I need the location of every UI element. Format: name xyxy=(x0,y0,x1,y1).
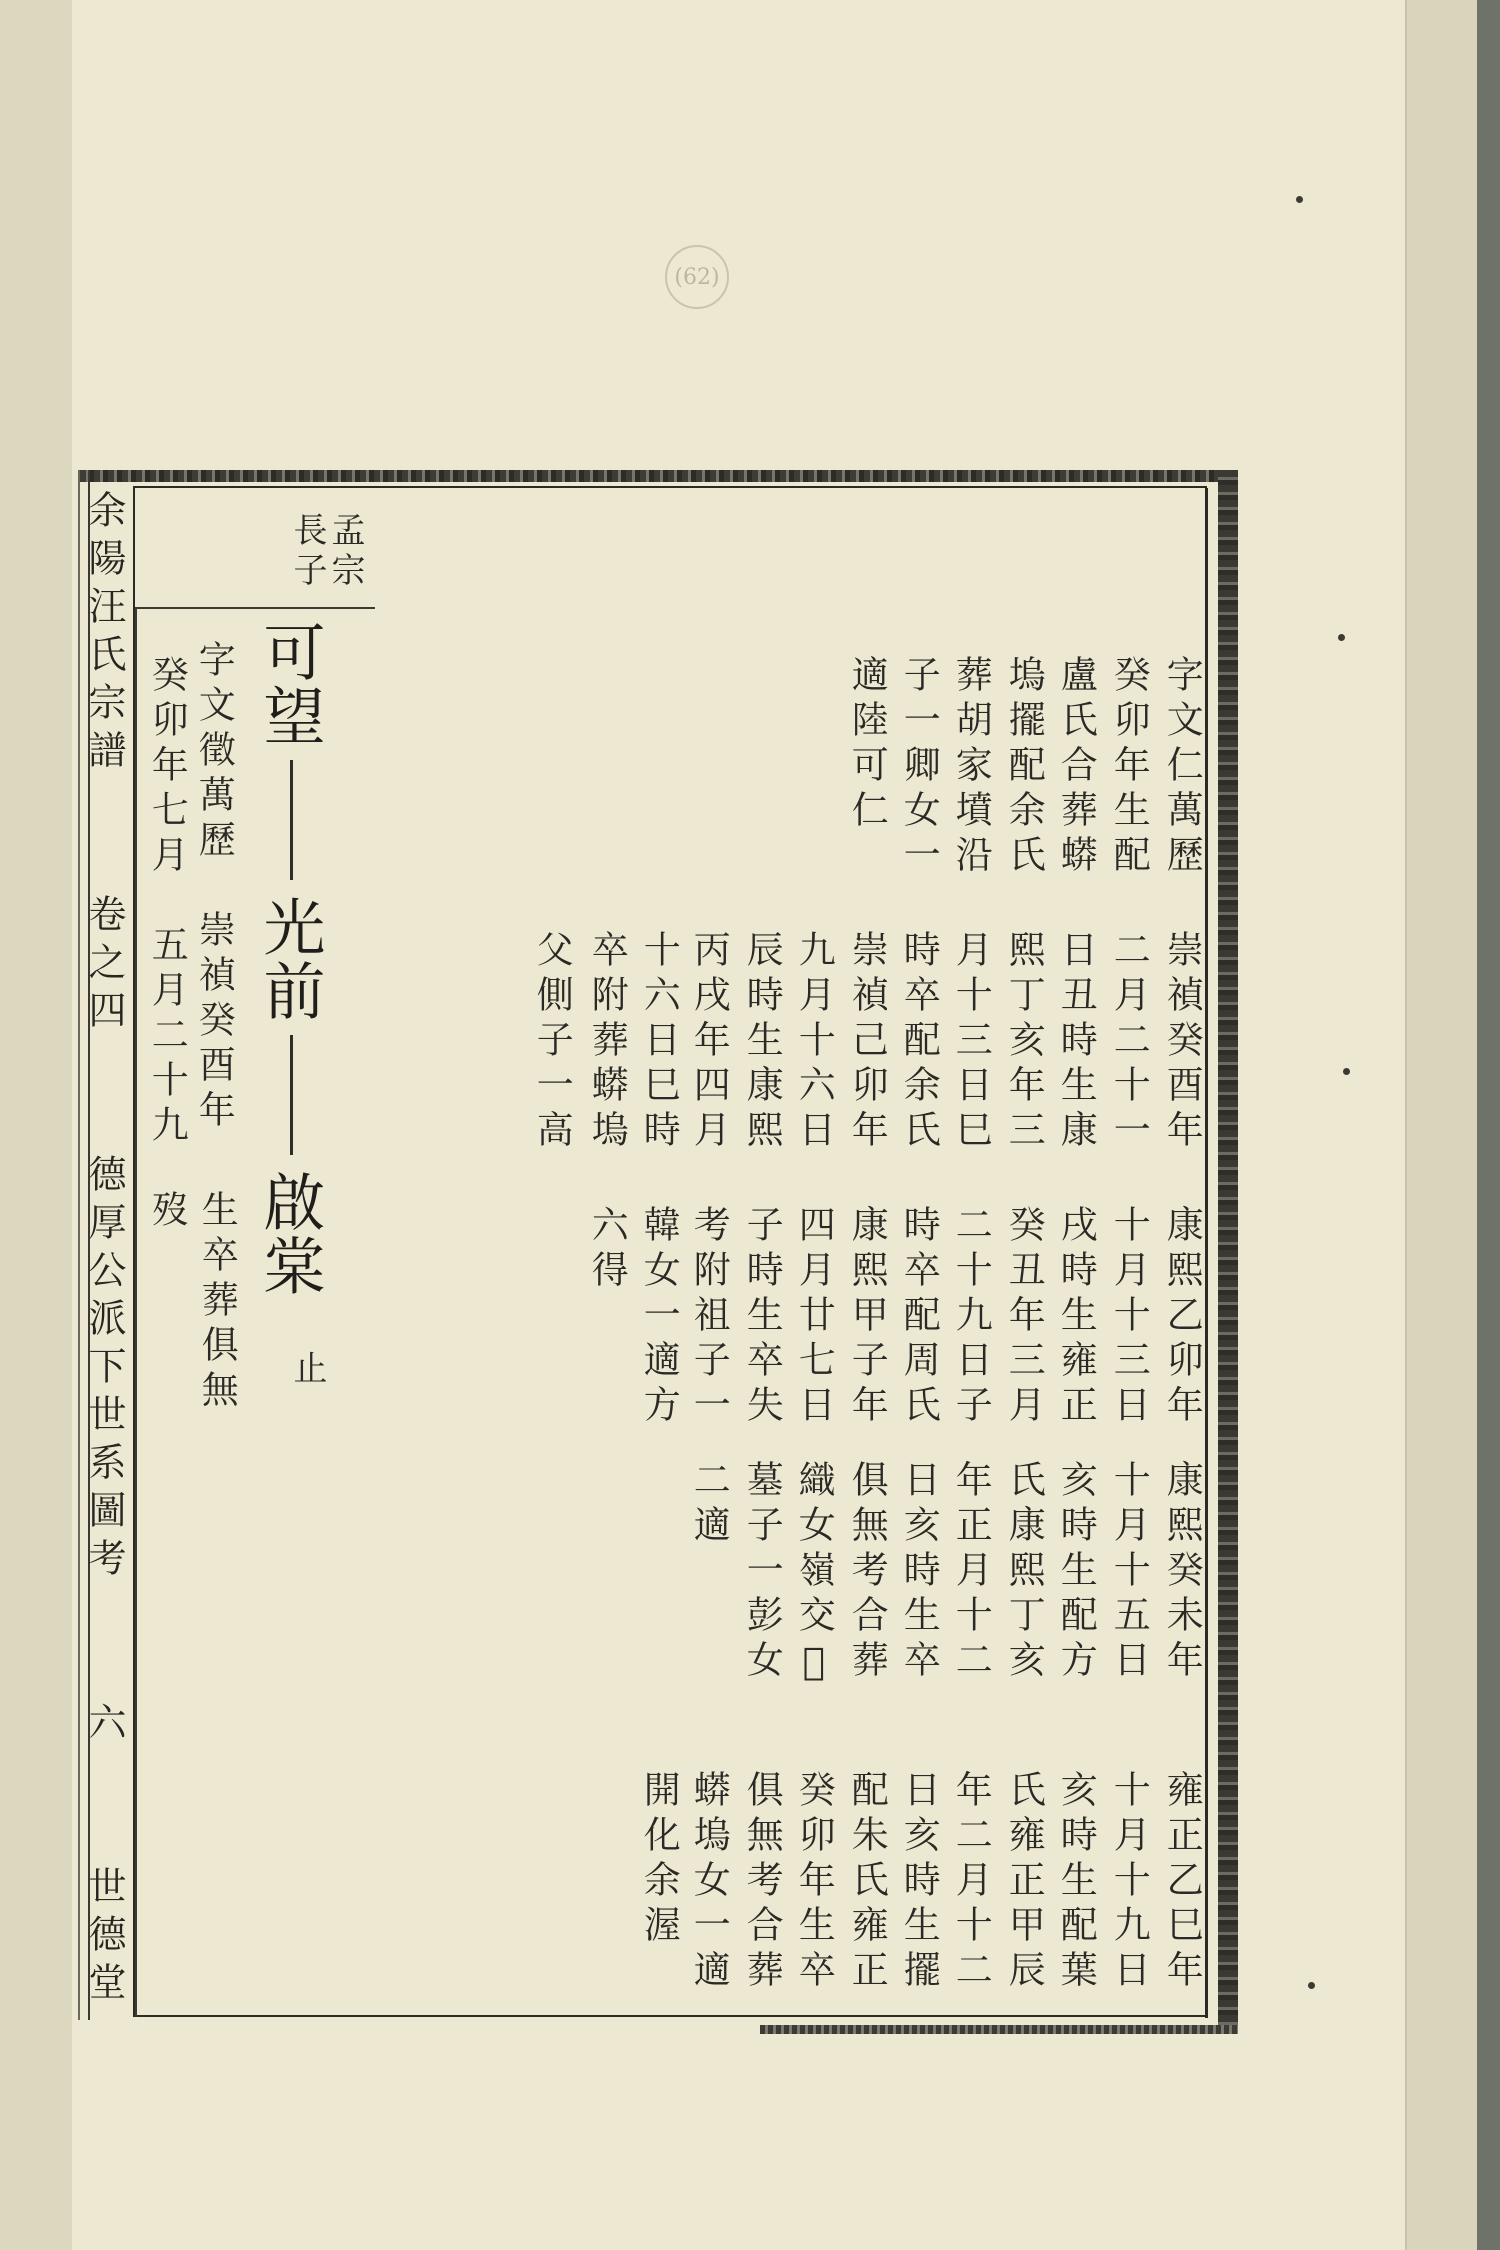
descendant-text-block: 時卒配周氏 xyxy=(897,1205,941,1430)
gen-name-2: 光前 xyxy=(253,895,326,1023)
frame-inner-bottom xyxy=(135,2015,1207,2017)
gen-2-entry-col-3: 歿 xyxy=(145,1190,189,1235)
descendant-text-block: 癸丑年三月 xyxy=(1002,1205,1046,1430)
descendant-text-block: 戌時生雍正 xyxy=(1054,1205,1098,1430)
descendant-text-block: 子一卿女一 xyxy=(897,655,941,880)
descendant-text-block: 墓子一彭女 xyxy=(740,1460,784,1685)
descendant-text-block: 日丑時生康 xyxy=(1054,930,1098,1155)
entry-lane-rule xyxy=(135,607,137,2017)
hall-name: 世德堂 xyxy=(82,1866,126,2010)
descendant-text-block: 崇禎癸酉年 xyxy=(1160,930,1204,1155)
descendant-text-block: 雍正乙巳年 xyxy=(1160,1770,1204,1995)
descendant-text-block: 六得 xyxy=(585,1205,629,1295)
descendant-text-block: 氏雍正甲辰 xyxy=(1002,1770,1046,1995)
header-line-1: 孟宗 xyxy=(325,512,365,592)
descendant-text-block: 字文仁萬歷 xyxy=(1160,655,1204,880)
page-number-stamp: (62) xyxy=(665,245,729,309)
descendant-text-block: 韓女一適方 xyxy=(637,1205,681,1430)
descendant-text-block: 康熙癸未年 xyxy=(1160,1460,1204,1685)
descendant-text-block: 年正月十二 xyxy=(949,1460,993,1685)
descendant-text-block: 二十九日子 xyxy=(949,1205,993,1430)
descendant-text-block: 葬胡家墳沿 xyxy=(949,655,993,880)
descendant-text-block: 日亥時生擺 xyxy=(897,1770,941,1995)
descendant-text-block: 亥時生配葉 xyxy=(1054,1770,1098,1995)
descendant-text-block: 辰時生康熙 xyxy=(740,930,784,1155)
frame-border-top xyxy=(80,470,1230,482)
descendant-text-block: 二月二十一 xyxy=(1107,930,1151,1155)
descendant-text-block: 配朱氏雍正 xyxy=(845,1770,889,1995)
descendant-text-block: 俱無考合葬 xyxy=(845,1460,889,1685)
descendant-text-block: 父側子一高 xyxy=(530,930,574,1155)
header-line-2: 長子 xyxy=(287,512,327,592)
header-rule xyxy=(135,607,375,609)
book-title: 余陽汪氏宗譜 xyxy=(82,490,126,778)
gen-3-entry-col-1: 生卒葬俱無 xyxy=(195,1190,239,1415)
gen-1-entry-col-2: 癸卯年七月 xyxy=(145,655,189,880)
frame-inner-top xyxy=(135,486,1207,488)
descendant-text-block: 二適 xyxy=(687,1460,731,1550)
spine-column xyxy=(82,490,132,2010)
frame-border-right xyxy=(1218,470,1238,2030)
descendant-text-block: 月十三日巳 xyxy=(949,930,993,1155)
descendant-text-block: 癸卯年生配 xyxy=(1107,655,1151,880)
lineage-connector xyxy=(290,760,293,880)
descendant-text-block: 十月十五日 xyxy=(1107,1460,1151,1685)
gen-name-3: 啟棠 xyxy=(253,1170,326,1298)
descendant-text-block: 子時生卒失 xyxy=(740,1205,784,1430)
descendant-text-block: 氏康熙丁亥 xyxy=(1002,1460,1046,1685)
back-sheet-edge xyxy=(1405,0,1477,2250)
descendant-text-block: 適陸可仁 xyxy=(845,655,889,835)
leaf-number: 六 xyxy=(82,1702,126,1750)
lineage-connector xyxy=(290,1035,293,1155)
descendant-text-block: 十六日巳時 xyxy=(637,930,681,1155)
descendant-text-block: 亥時生配方 xyxy=(1054,1460,1098,1685)
descendant-text-block: 年二月十二 xyxy=(949,1770,993,1995)
section-title: 德厚公派下世系圖考 xyxy=(82,1154,126,1586)
ink-spot xyxy=(1343,1068,1350,1075)
descendant-text-block: 丙戌年四月 xyxy=(687,930,731,1155)
descendant-text-block: 十月十三日 xyxy=(1107,1205,1151,1430)
descendant-text-block: 崇禎己卯年 xyxy=(845,930,889,1155)
volume-label: 卷之四 xyxy=(82,894,126,1038)
descendant-text-block: 時卒配余氏 xyxy=(897,930,941,1155)
descendant-text-block: 織女嶺交𡊮 xyxy=(792,1460,836,1691)
gen-name-1: 可望 xyxy=(253,620,326,748)
descendant-text-block: 九月十六日 xyxy=(792,930,836,1155)
descendant-text-block: 十月十九日 xyxy=(1107,1770,1151,1995)
descendant-text-block: 俱無考合葬 xyxy=(740,1770,784,1995)
ink-spot xyxy=(1308,1982,1315,1989)
descendant-text-block: 盧氏合葬蟒 xyxy=(1054,655,1098,880)
fold-margin xyxy=(0,0,72,2250)
descendant-text-block: 日亥時生卒 xyxy=(897,1460,941,1685)
gen-2-entry-col-2: 五月二十九 xyxy=(145,925,189,1150)
frame-inner-right xyxy=(1205,488,1208,2018)
descendant-text-block: 蟒塢女一適 xyxy=(687,1770,731,1995)
ink-spot xyxy=(1296,196,1303,203)
ink-spot xyxy=(1338,634,1345,641)
descendant-text-block: 癸卯年生卒 xyxy=(792,1770,836,1995)
frame-border-bottom xyxy=(760,2025,1238,2034)
descendant-text-block: 四月廿七日 xyxy=(792,1205,836,1430)
gen-2-entry-col-1: 崇禎癸酉年 xyxy=(192,910,236,1135)
descendant-text-block: 康熙乙卯年 xyxy=(1160,1205,1204,1430)
gen-1-entry-col-1: 字文徵萬歷 xyxy=(192,640,236,865)
end-mark: 止 xyxy=(287,1350,327,1390)
descendant-text-block: 塢擺配余氏 xyxy=(1002,655,1046,880)
descendant-text-block: 卒附葬蟒塢 xyxy=(585,930,629,1155)
descendant-text-block: 熙丁亥年三 xyxy=(1002,930,1046,1155)
descendant-text-block: 康熙甲子年 xyxy=(845,1205,889,1430)
descendant-text-block: 開化余渥 xyxy=(637,1770,681,1950)
descendant-text-block: 考附祖子一 xyxy=(687,1205,731,1430)
